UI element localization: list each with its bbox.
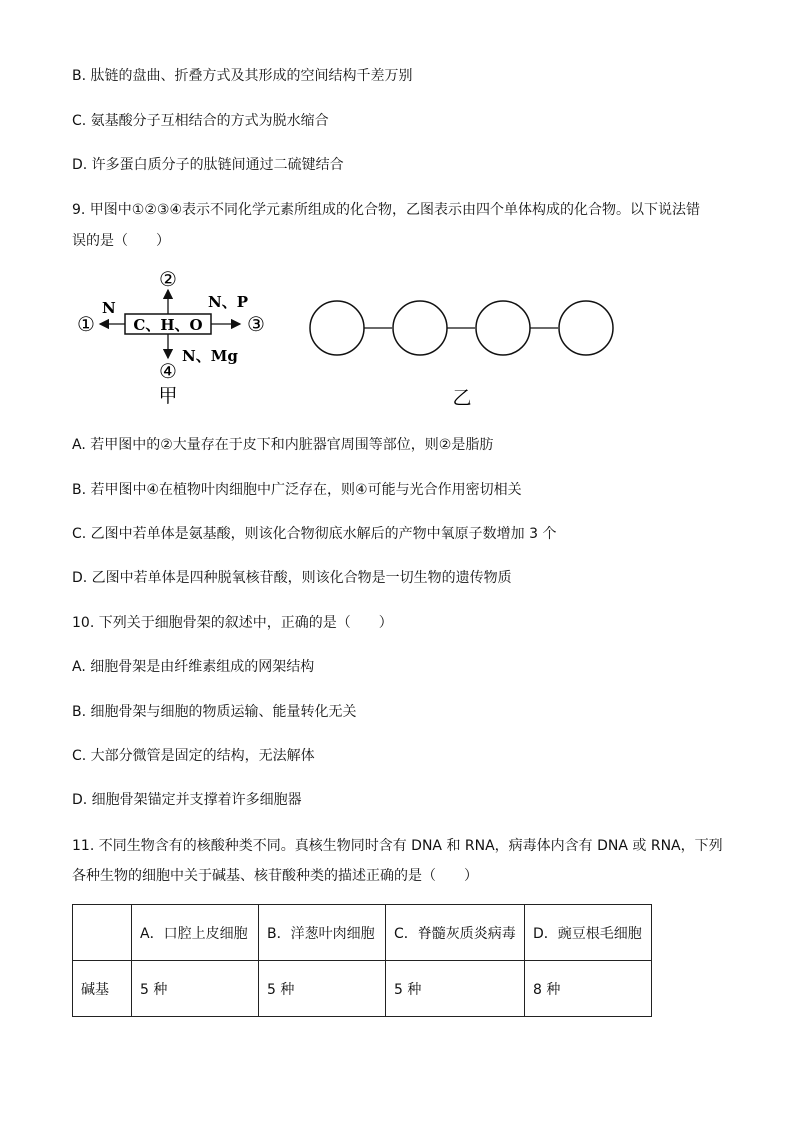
table-cell: 5 种 xyxy=(259,961,386,1017)
q9-option-d: D. 乙图中若单体是四种脱氧核苷酸，则该化合物是一切生物的遗传物质 xyxy=(72,570,512,586)
q8-option-c: C. 氨基酸分子互相结合的方式为脱水缩合 xyxy=(72,113,329,129)
monomer-circle xyxy=(559,301,613,355)
right-element-label: N、P xyxy=(208,293,248,311)
table-row xyxy=(73,961,652,1017)
compound-3-label: ③ xyxy=(247,312,265,336)
q10-stem: 10. 下列关于细胞骨架的叙述中，正确的是（ ） xyxy=(72,615,393,631)
monomer-circle xyxy=(393,301,447,355)
q8-option-d: D. 许多蛋白质分子的肽链间通过二硫键结合 xyxy=(72,157,344,173)
table-cell: 碱基 xyxy=(73,961,132,1017)
bottom-element-label: N、Mg xyxy=(182,347,238,365)
monomer-circle xyxy=(310,301,364,355)
diagram-jia-caption: 甲 xyxy=(158,385,178,407)
diagram-yi-caption: 乙 xyxy=(452,387,472,409)
left-element-label: N xyxy=(102,299,116,317)
q11-stem-line1: 11. 不同生物含有的核酸种类不同。真核生物同时含有 DNA 和 RNA，病毒体内含有 DNA 或 RNA，下列 xyxy=(72,838,723,854)
center-box-label: C、H、O xyxy=(133,316,203,334)
q9-stem-line1: 9. 甲图中①②③④表示不同化学元素所组成的化合物，乙图表示由四个单体构成的化合物。以下说法错 xyxy=(72,202,701,218)
q9-stem-line2: 误的是（ ） xyxy=(72,233,170,249)
q11-stem-line2: 各种生物的细胞中关于碱基、核苷酸种类的描述正确的是（ ） xyxy=(72,868,478,884)
q10-option-c: C. 大部分微管是固定的结构，无法解体 xyxy=(72,748,315,764)
table-cell: 5 种 xyxy=(386,961,525,1017)
table-header-cell: B．洋葱叶肉细胞 xyxy=(259,905,386,961)
table-header-cell: C．脊髓灰质炎病毒 xyxy=(386,905,525,961)
q9-option-b: B. 若甲图中④在植物叶肉细胞中广泛存在，则④可能与光合作用密切相关 xyxy=(72,482,522,498)
compound-2-label: ② xyxy=(159,268,177,291)
q10-option-d: D. 细胞骨架锚定并支撑着许多细胞器 xyxy=(72,792,302,808)
q9-option-c: C. 乙图中若单体是氨基酸，则该化合物彻底水解后的产物中氧原子数增加 3 个 xyxy=(72,526,557,542)
monomer-circle xyxy=(476,301,530,355)
q11-table xyxy=(72,904,652,1017)
diagram-yi xyxy=(310,301,613,409)
compound-4-label: ④ xyxy=(159,359,177,383)
q9-option-a: A. 若甲图中的②大量存在于皮下和内脏器官周围等部位，则②是脂肪 xyxy=(72,437,494,453)
q10-option-a: A. 细胞骨架是由纤维素组成的网架结构 xyxy=(72,659,315,675)
q10-option-b: B. 细胞骨架与细胞的物质运输、能量转化无关 xyxy=(72,704,357,720)
table-cell: 5 种 xyxy=(132,961,259,1017)
table-header-row xyxy=(73,905,652,961)
q8-option-b: B. 肽链的盘曲、折叠方式及其形成的空间结构千差万别 xyxy=(72,68,413,84)
compound-1-label: ① xyxy=(77,312,95,336)
q9-figure xyxy=(72,268,632,410)
diagram-jia xyxy=(77,268,265,407)
table-cell: 8 种 xyxy=(525,961,652,1017)
table-header-cell: D．豌豆根毛细胞 xyxy=(525,905,652,961)
table-header-cell: A．口腔上皮细胞 xyxy=(132,905,259,961)
table-header-cell xyxy=(73,905,132,961)
